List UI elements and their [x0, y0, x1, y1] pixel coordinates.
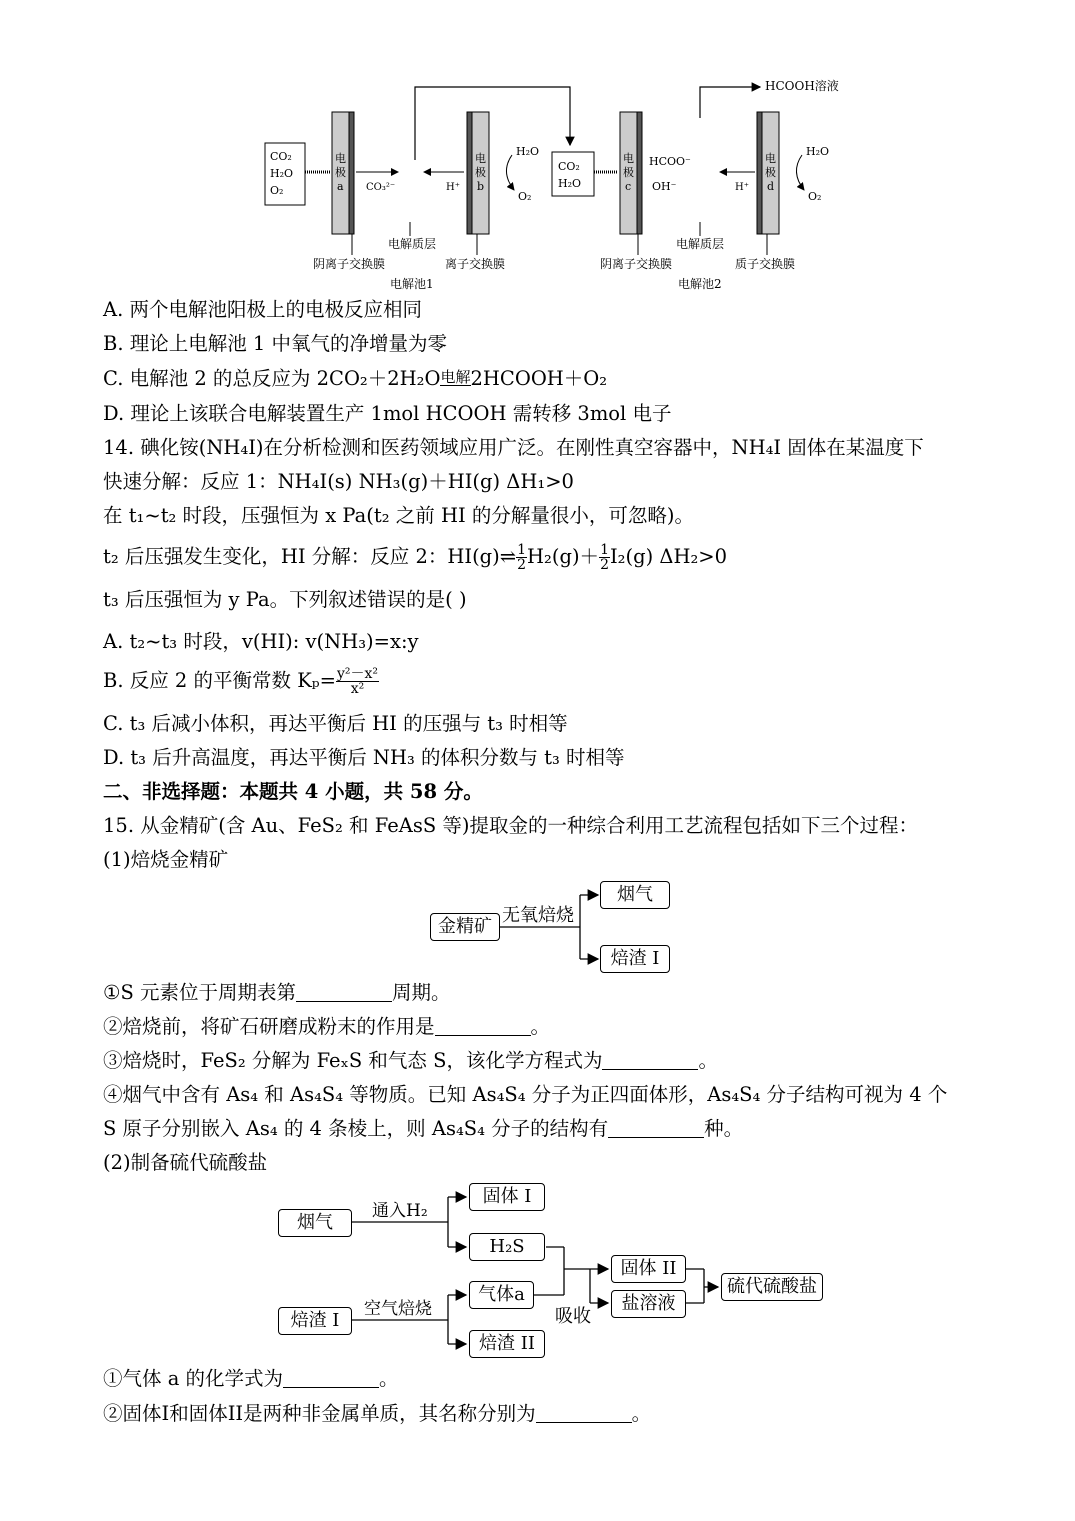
flow2-yanrongye: 盐溶液: [611, 1290, 686, 1318]
reaction-condition: 电解: [440, 368, 471, 386]
q13-option-c: C. 电解池 2 的总反应为 2CO₂＋2H₂O 电解 2HCOOH＋O₂: [103, 367, 608, 390]
svg-text:极: 极: [475, 166, 486, 179]
q15-p2-1: ①气体 a 的化学式为 。: [103, 1367, 399, 1390]
flow2-kongqi: 空气焙烧: [364, 1299, 432, 1319]
svg-text:CO₃²⁻: CO₃²⁻: [366, 182, 396, 193]
svg-text:CO₂: CO₂: [558, 160, 580, 173]
svg-text:a: a: [337, 180, 344, 193]
q14-option-a: A. t₂~t₃ 时段，v(HI): v(NH₃)=x:y: [103, 630, 419, 653]
q14-line1: 14. 碘化铵(NH₄I)在分析检测和医药领域应用广泛。在刚性真空容器中，NH₄I 固体在某温度下: [103, 436, 924, 459]
q14-line3: 在 t₁~t₂ 时段，压强恒为 x Pa(t₂ 之前 HI 的分解量很小，可忽略)。: [103, 504, 694, 527]
svg-text:H₂O: H₂O: [270, 167, 294, 180]
q14-line5: t₃ 后压强恒为 y Pa。下列叙述错误的是( ): [103, 588, 467, 611]
electrolysis-diagram: [0, 0, 1075, 295]
q14-option-c: C. t₃ 后减小体积，再达平衡后 HI 的压强与 t₃ 时相等: [103, 712, 568, 735]
flow2-h2s: H₂S: [469, 1233, 545, 1261]
svg-text:电: 电: [765, 152, 776, 165]
flow2-zhazha2: 焙渣 II: [469, 1330, 545, 1358]
flow1-out1: 烟气: [600, 881, 670, 909]
svg-text:电解质层: 电解质层: [676, 237, 725, 251]
q14-line2: 快速分解：反应 1：NH₄I(s) NH₃(g)＋HI(g) ΔH₁>0: [103, 470, 574, 493]
output-line: [700, 87, 760, 118]
svg-text:极: 极: [623, 166, 634, 179]
svg-text:H₂O: H₂O: [558, 177, 582, 190]
flow1-start: 金精矿: [430, 913, 500, 941]
connector-line: [415, 87, 570, 160]
q13-option-b: B. 理论上电解池 1 中氧气的净增量为零: [103, 332, 448, 355]
section-heading: 二、非选择题：本题共 4 小题，共 58 分。: [103, 780, 483, 803]
flow2-product: 硫代硫酸盐: [721, 1273, 823, 1301]
flow2-guti2: 固体 II: [611, 1255, 686, 1283]
svg-text:阴离子交换膜: 阴离子交换膜: [600, 257, 673, 271]
svg-text:b: b: [477, 180, 485, 193]
svg-text:O₂: O₂: [518, 190, 532, 203]
q13-option-a: A. 两个电解池阳极上的电极反应相同: [103, 298, 422, 321]
svg-text:H₂O: H₂O: [806, 145, 830, 158]
q15-s1: ①S 元素位于周期表第 周期。: [103, 981, 451, 1004]
svg-text:O₂: O₂: [808, 190, 822, 203]
svg-text:质子交换膜: 质子交换膜: [735, 257, 796, 271]
q15-s3: ③焙烧时，FeS₂ 分解为 FeₓS 和气态 S，该化学方程式为 。: [103, 1049, 718, 1072]
q15-intro: 15. 从金精矿(含 Au、FeS₂ 和 FeAsS 等)提取金的一种综合利用工艺流程包括如下三个过程：: [103, 814, 918, 837]
svg-text:HCOO⁻: HCOO⁻: [649, 155, 691, 168]
output-label: HCOOH溶液: [765, 79, 839, 93]
q14-option-d: D. t₃ 后升高温度，再达平衡后 NH₃ 的体积分数与 t₃ 时相等: [103, 746, 625, 769]
q15-s4-line2: S 原子分别嵌入 As₄ 的 4 条棱上，则 As₄S₄ 分子的结构有 种。: [103, 1117, 744, 1140]
svg-text:d: d: [767, 180, 775, 193]
svg-text:电解池1: 电解池1: [390, 277, 434, 291]
flow2-guti1: 固体 I: [469, 1183, 545, 1211]
svg-text:极: 极: [335, 166, 346, 179]
svg-text:CO₂: CO₂: [270, 150, 292, 163]
svg-text:电: 电: [623, 152, 634, 165]
svg-text:电解池2: 电解池2: [678, 277, 722, 291]
svg-text:H⁺: H⁺: [446, 182, 460, 193]
q14-option-b: B. 反应 2 的平衡常数 Kₚ= $\frac{\text{y²－x²}}{\text{x²}}$: [103, 666, 378, 697]
svg-text:H⁺: H⁺: [735, 182, 749, 193]
svg-text:极: 极: [765, 166, 776, 179]
q15-p2-2: ②固体I和固体II是两种非金属单质，其名称分别为 。: [103, 1402, 652, 1425]
flow2-yanqi: 烟气: [278, 1209, 352, 1237]
q15-s4-line1: ④烟气中含有 As₄ 和 As₄S₄ 等物质。已知 As₄S₄ 分子为正四面体形，As₄S₄ 分子结构可视为 4 个: [103, 1083, 948, 1106]
svg-text:c: c: [625, 180, 632, 193]
flow1-process: 无氧焙烧: [502, 905, 574, 926]
flow2-xishou: 吸收: [555, 1306, 591, 1327]
flow2-qitia: 气体a: [469, 1281, 534, 1309]
q15-part1: (1)焙烧金精矿: [103, 848, 229, 871]
svg-text:OH⁻: OH⁻: [652, 180, 677, 193]
flow1-out2: 焙渣 I: [600, 945, 670, 973]
q14-line4: t₂ 后压强发生变化，HI 分解：反应 2：HI(g)⇌ $\frac{1}{2}$ H₂(g)＋ $\frac{1}{2}$ I₂(g) ΔH₂>0: [103, 542, 728, 573]
svg-text:电解质层: 电解质层: [388, 237, 437, 251]
svg-text:H₂O: H₂O: [516, 145, 540, 158]
svg-text:电: 电: [335, 152, 346, 165]
svg-text:电: 电: [475, 152, 486, 165]
flow2-tongru: 通入H₂: [372, 1201, 428, 1221]
flow2-zhazha: 焙渣 I: [278, 1307, 352, 1335]
svg-text:离子交换膜: 离子交换膜: [445, 257, 506, 271]
svg-text:阴离子交换膜: 阴离子交换膜: [313, 257, 386, 271]
q15-s2: ②焙烧前，将矿石研磨成粉末的作用是 。: [103, 1015, 551, 1038]
q13-option-d: D. 理论上该联合电解装置生产 1mol HCOOH 需转移 3mol 电子: [103, 402, 672, 425]
svg-text:O₂: O₂: [270, 184, 284, 197]
q15-part2: (2)制备硫代硫酸盐: [103, 1151, 268, 1174]
